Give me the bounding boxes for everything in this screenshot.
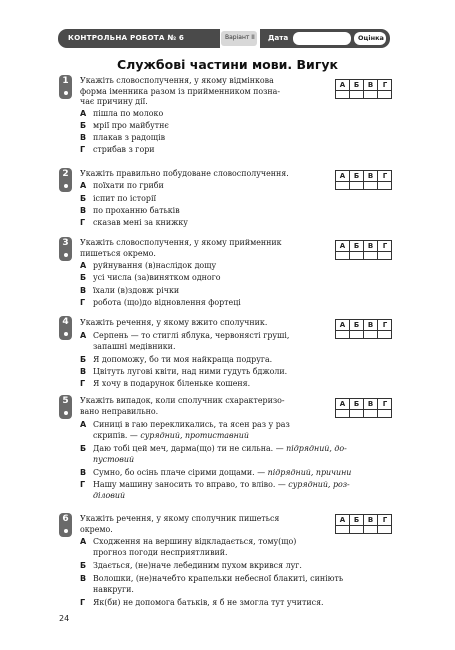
answer-option: Г стрибав з гори — [80, 145, 155, 154]
task-number-badge: 2 — [59, 168, 72, 192]
answer-option-continuation: навкруги. — [93, 585, 134, 594]
answer-grid[interactable]: А Б В Г — [335, 170, 392, 190]
answer-option: Г Як(би) не допомога батьків, я б не змогла тут учитися. — [80, 598, 324, 607]
date-label: Дата — [268, 33, 289, 42]
answer-option: А Синиці в гаю перекликались, та ясен раз у раз — [80, 420, 290, 429]
answer-option: В Волошки, (не)начебто крапельки небесної блакиті, синіють — [80, 574, 344, 583]
answer-option: Б Здається, (не)наче лебединим пухом вкрився луг. — [80, 561, 302, 570]
task-number-badge: 3 — [59, 237, 72, 261]
answer-option-continuation: скрипів. — сурядний, протиставний — [93, 431, 249, 440]
task-number-badge: 1 — [59, 75, 72, 99]
answer-grid[interactable]: А Б В Г — [335, 319, 392, 339]
answer-option: Б мрії про майбутнє — [80, 121, 169, 130]
answer-option-continuation: прогноз погоди несприятливий. — [93, 548, 228, 557]
answer-option: А Сходження на вершину відкладається, тому(що) — [80, 537, 297, 546]
answer-option: В Сумно, бо осінь плаче сірими дощами. — підрядний, причини — [80, 468, 352, 477]
date-field[interactable] — [293, 32, 351, 45]
answer-option: В по проханню батьків — [80, 206, 180, 215]
page-title: Службові частини мови. Вигук — [117, 57, 338, 72]
task-question: Укажіть випадок, коли сполучник схарактеризо- вано неправильно. — [80, 396, 285, 416]
page-number: 24 — [59, 614, 70, 623]
answer-option-continuation: запашні медівники. — [93, 342, 176, 351]
answer-option: А Серпень — то стиглі яблука, червонясті груші, — [80, 331, 290, 340]
answer-option: А поїхати по гриби — [80, 181, 164, 190]
answer-option-continuation: пустовий — [93, 455, 135, 464]
answer-option: Г робота (що)до відновлення фортеці — [80, 298, 241, 307]
task-number-badge: 6 — [59, 513, 72, 537]
variant-tag: Варіант II — [221, 31, 257, 46]
task-question: Укажіть словосполучення, у якому прийменник пишеться окремо. — [80, 238, 282, 258]
answer-option: Б усі числа (за)винятком одного — [80, 273, 221, 282]
grade-label: Оцінка — [358, 34, 384, 42]
answer-option: В Цвітуть лугові квіти, над ними гудуть бджоли. — [80, 367, 288, 376]
answer-option: Б Я допоможу, бо ти моя найкраща подруга. — [80, 355, 273, 364]
task-question: Укажіть правильно побудоване словосполучення. — [80, 169, 289, 178]
task-number-badge: 4 — [59, 316, 72, 340]
answer-option: В їхали (в)здовж річки — [80, 286, 180, 295]
test-header — [58, 29, 390, 48]
task-number-badge: 5 — [59, 395, 72, 419]
answer-grid[interactable]: А Б В Г — [335, 514, 392, 534]
answer-grid[interactable]: А Б В Г — [335, 79, 392, 99]
answer-option: Г Нашу машину заносить то вправо, то вліво. — сурядний, роз- — [80, 480, 350, 489]
answer-option-continuation: діловий — [93, 491, 126, 500]
answer-option: Г сказав мені за книжку — [80, 218, 188, 227]
answer-option: Г Я хочу в подарунок біленьке кошеня. — [80, 379, 251, 388]
answer-option: Б Даю тобі цей меч, дарма(що) ти не сильна. — підрядний, до- — [80, 444, 347, 453]
answer-option: Б іспит по історії — [80, 194, 157, 203]
task-question: Укажіть речення, у якому сполучник пишеться окремо. — [80, 514, 280, 534]
answer-grid[interactable]: А Б В Г — [335, 398, 392, 418]
task-question: Укажіть словосполучення, у якому відмінкова форма іменника разом із прийменником позна- чає причину дії. — [80, 76, 281, 107]
answer-option: А пішла по молоко — [80, 109, 164, 118]
answer-option: В плакав з радощів — [80, 133, 166, 142]
header-title: КОНТРОЛЬНА РОБОТА № 6 — [68, 33, 185, 42]
answer-grid[interactable]: А Б В Г — [335, 240, 392, 260]
answer-option: А руйнування (в)наслідок дощу — [80, 261, 217, 270]
task-question: Укажіть речення, у якому вжито сполучник. — [80, 318, 268, 327]
